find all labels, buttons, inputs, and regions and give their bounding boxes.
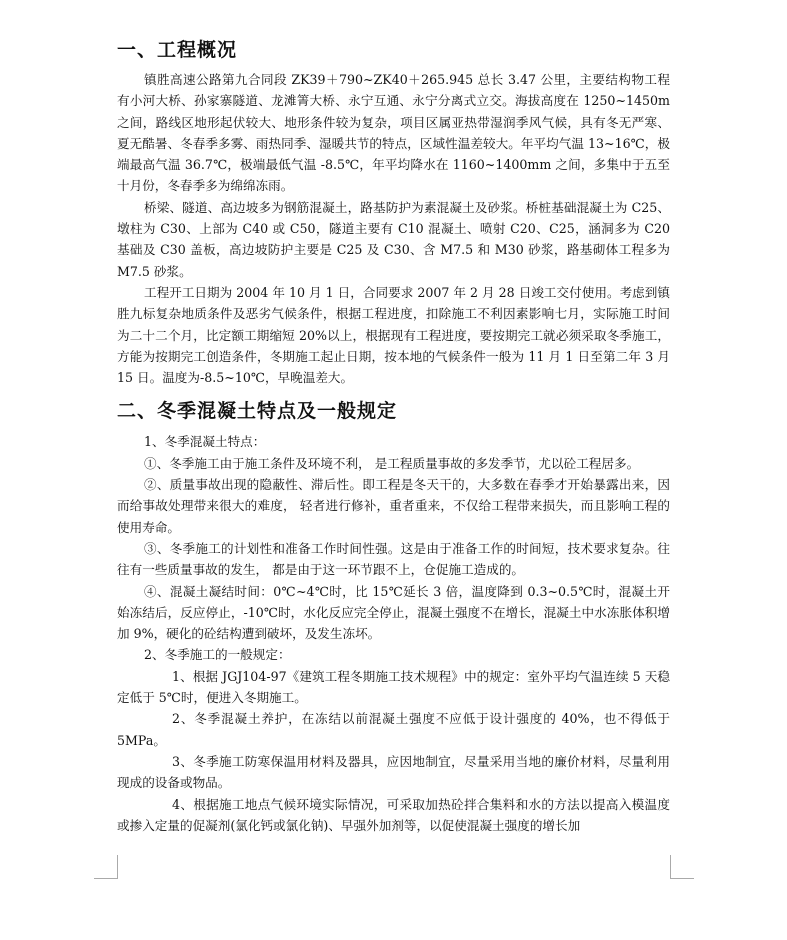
page-body	[117, 36, 670, 836]
feature-item-1: ①、冬季施工由于施工条件及环境不利， 是工程质量事故的多发季节，尤以砼工程居多。	[144, 455, 640, 471]
page-corner-mark-left	[94, 855, 118, 879]
feature-item-3: ③、冬季施工的计划性和准备工作时间性强。这是由于准备工作的时间短，技术要求复杂。往往有一些质量事故的发生， 都是由于这一环节跟不上，仓促施工造成的。	[117, 540, 670, 578]
feature-item-4: ④、混凝土凝结时间：0℃~4℃时，比 15℃延长 3 倍，温度降到 0.3~0.5℃时，混凝土开始冻结后，反应停止，-10℃时，水化反应完全停止，混凝土强度不在增长，混凝土中水冻胀体积增加 9%，硬化的砼结构遭到破坏，及发生冻坏。	[117, 583, 670, 642]
overview-paragraph-1: 镇胜高速公路第九合同段 ZK39＋790~ZK40＋265.945 总长 3.47 公里，主要结构物工程有小河大桥、孙家寨隧道、龙滩箐大桥、永宁互通、永宁分离式立交。海拔高度在 1250~1450m 之间，路线区地形起伏较大、地形条件较为复杂，项目区属亚热带湿润季风气候，具有冬无严寒、夏无酷暑、冬春季多雾、雨热同季、湿暖共节的特点，区域性温差较大。年平均气温 13~16℃，极端最高气温 36.7℃，极端最低气温 -8.5℃，年平均降水在 1160~1400mm 之间，多集中于五至十月份，冬春季多为绵绵冻雨。	[117, 72, 670, 194]
section-heading-overview: 一、工程概况	[117, 39, 238, 61]
rule-item-1: 1、根据 JGJ104-97《建筑工程冬期施工技术规程》中的规定：室外平均气温连续 5 天稳定低于 5℃时，便进入冬期施工。	[117, 668, 670, 706]
overview-paragraph-2: 桥梁、隧道、高边坡多为钢筋混凝土，路基防护为素混凝土及砂浆。桥桩基础混凝土为 C25、墩柱为 C30、上部为 C40 或 C50，隧道主要有 C10 混凝土、喷射 C20、C25，涵洞多为 C20 基础及 C30 盖板，高边坡防护主要是 C25 及 C30、含 M7.5 和 M30 砂浆，路基砌体工程多为 M7.5 砂浆。	[117, 199, 670, 279]
rule-item-3: 3、冬季施工防寒保温用材料及器具，应因地制宜，尽量采用当地的廉价材料，尽量利用现成的设备或物品。	[117, 753, 670, 791]
rule-item-2: 2、冬季混凝土养护，在冻结以前混凝土强度不应低于设计强度的 40%，也不得低于 5MPa。	[117, 711, 670, 748]
overview-paragraph-3: 工程开工日期为 2004 年 10 月 1 日，合同要求 2007 年 2 月 28 日竣工交付使用。考虑到镇胜九标复杂地质条件及恶劣气候条件，根据工程进度，扣除施工不利因素影响七月，实际施工时间为二十二个月，比定额工期缩短 20%以上，根据现有工程进度，要按期完工就必须采取冬季施工，方能为按期完工创造条件，冬期施工起止日期，按本地的气候条件一般为 11 月 1 日至第二年 3 月 15 日。温度为-8.5~10℃，早晚温差大。	[117, 284, 670, 386]
rules-subtitle: 2、冬季施工的一般规定：	[144, 647, 291, 663]
feature-item-2: ②、质量事故出现的隐蔽性、滞后性。即工程是冬天干的，大多数在春季才开始暴露出来，因而给事故处理带来很大的难度， 轻者进行修补，重者重来，不仅给工程带来损失，而且影响工程的使用寿命。	[117, 477, 670, 535]
page-corner-mark-right	[670, 855, 694, 879]
section-heading-winter-concrete: 二、冬季混凝土特点及一般规定	[117, 400, 398, 423]
rule-item-4: 4、根据施工地点气候环境实际情况，可采取加热砼拌合集料和水的方法以提高入模温度或掺入定量的促凝剂(氯化钙或氯化钠)、早强外加剂等，以促使混凝土强度的增长加	[117, 796, 670, 833]
features-subtitle: 1、冬季混凝土特点：	[144, 434, 266, 450]
